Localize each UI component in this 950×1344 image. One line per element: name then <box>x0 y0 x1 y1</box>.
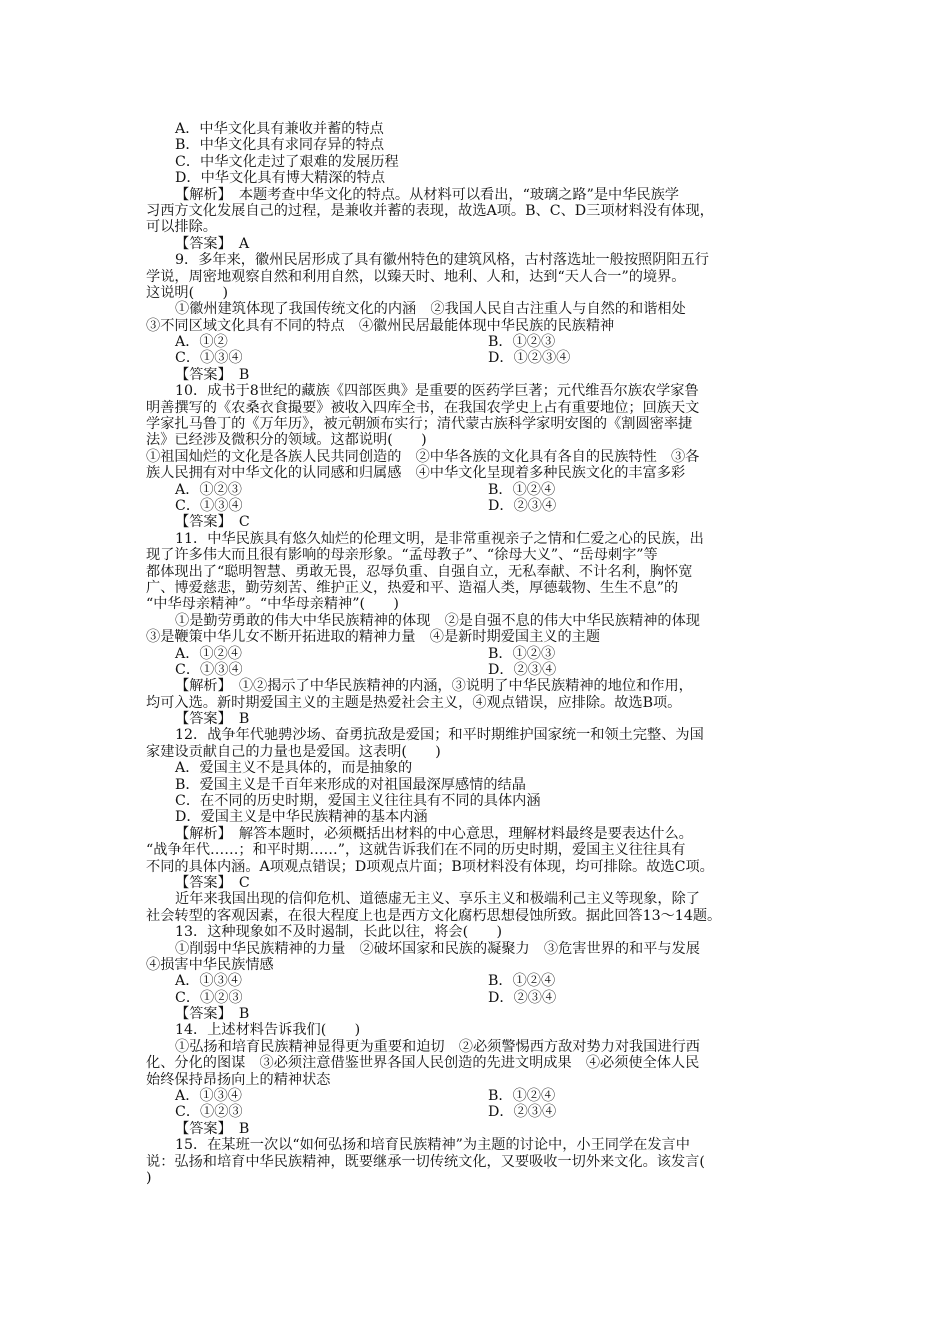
text-line: A．爱国主义不是具体的，而是抽象的 <box>175 760 413 777</box>
option-row <box>146 973 808 989</box>
text-line: 广、博爱慈悲，勤劳刻苦、维护正义，热爱和平、造福人类，厚德载物、生生不息”的 <box>146 579 679 596</box>
text-line: D．中华文化具有博大精深的特点 <box>175 170 386 187</box>
text-line: B．爱国主义是千百年来形成的对祖国最深厚感情的结晶 <box>175 776 526 793</box>
option-left: C．①②③ <box>175 989 243 1006</box>
text-line: 族人民拥有对中华文化的认同感和归属感 ④中华文化呈现着多种民族文化的丰富多彩 <box>146 465 686 482</box>
option-right: D．①②③④ <box>488 350 571 367</box>
text-line: 11．中华民族具有悠久灿烂的伦理文明，是非常重视亲子之情和仁爱之心的民族，出 <box>175 530 704 547</box>
text-line: ①是勤劳勇敢的伟大中华民族精神的体现 ②是自强不息的伟大中华民族精神的体现 <box>175 612 700 629</box>
text-line: B．中华文化具有求同存异的特点 <box>175 137 385 154</box>
text-line: 习西方文化发展自己的过程，是兼收并蓄的表现，故选A项。B、C、D三项材料没有体现， <box>146 202 714 219</box>
text-line: 社会转型的客观因素，在很大程度上也是西方文化腐朽思想侵蚀所致。据此回答13～14题。 <box>146 907 722 924</box>
text-line: 均可入选。新时期爱国主义的主题是热爱社会主义，④观点错误，应排除。故选B项。 <box>146 694 682 711</box>
text-line: 学家扎马鲁丁的《万年历》，被元朝颁布实行；清代蒙古族科学家明安图的《割圆密率捷 <box>146 416 693 433</box>
text-line: 9．多年来，徽州民居形成了具有徽州特色的建筑风格，古村落选址一般按照阴阳五行 <box>175 252 709 269</box>
text-line: 13．这种现象如不及时遏制，长此以往，将会( ) <box>175 924 503 941</box>
option-left: A．①③④ <box>175 1088 242 1105</box>
option-row <box>146 482 808 498</box>
option-row <box>146 334 808 350</box>
text-line: ①弘扬和培育民族精神显得更为重要和迫切 ②必须警惕西方敌对势力对我国进行西 <box>175 1038 700 1055</box>
text-line: ③是鞭策中华儿女不断开拓进取的精神力量 ④是新时期爱国主义的主题 <box>146 629 601 646</box>
text-line: 化、分化的图谋 ③必须注意借鉴世界各国人民创造的先进文明成果 ④必须使全体人民 <box>146 1055 700 1072</box>
option-left: A．①③④ <box>175 973 242 990</box>
text-line: 始终保持昂扬向上的精神状态 <box>146 1071 331 1088</box>
text-line: “战争年代……；和平时期……”，这就告诉我们在不同的历史时期，爱国主义往往具有 <box>146 842 686 859</box>
text-line: 15．在某班一次以“如何弘扬和培育民族精神”为主题的讨论中，小王同学在发言中 <box>175 1137 690 1154</box>
text-line: ) <box>146 1170 152 1186</box>
text-line: 【解析】 本题考查中华文化的特点。从材料可以看出，“玻璃之路”是中华民族学 <box>175 186 679 203</box>
text-line: D．爱国主义是中华民族精神的基本内涵 <box>175 809 428 826</box>
option-right: D．②③④ <box>488 1104 557 1121</box>
text-line: C．在不同的历史时期，爱国主义往往具有不同的具体内涵 <box>175 793 541 810</box>
text-line: A．中华文化具有兼收并蓄的特点 <box>175 121 384 137</box>
option-row <box>146 990 808 1006</box>
text-line: 【答案】 B <box>175 366 250 383</box>
text-line: 【解析】 解答本题时，必须概括出材料的中心意思，理解材料最终是要表达什么。 <box>175 825 693 842</box>
option-row <box>146 350 808 366</box>
text-line: 这说明( ) <box>146 284 229 301</box>
text-line: 明善撰写的《农桑衣食撮要》被收入四库全书，在我国农学史上占有重要地位；回族天文 <box>146 399 700 416</box>
text-line: 家建设贡献自己的力量也是爱国。这表明( ) <box>146 743 441 760</box>
text-line: 【答案】 C <box>175 514 250 531</box>
option-right: B．①②③ <box>488 645 556 662</box>
option-right: D．②③④ <box>488 989 557 1006</box>
option-left: A．①② <box>175 334 228 351</box>
option-right: D．②③④ <box>488 497 557 514</box>
text-line: 可以排除。 <box>146 219 217 236</box>
text-line: 不同的具体内涵。A项观点错误；D项观点片面；B项材料没有体现，均可排除。故选C项。 <box>146 858 714 875</box>
text-line: ①徽州建筑体现了我国传统文化的内涵 ②我国人民自古注重人与自然的和谐相处 <box>175 301 686 318</box>
option-right: B．①②③ <box>488 334 556 351</box>
text-line: 近年来我国出现的信仰危机、道德虚无主义、享乐主义和极端利己主义等现象，除了 <box>175 891 700 908</box>
text-line: C．中华文化走过了艰难的发展历程 <box>175 153 399 170</box>
option-row <box>146 498 808 514</box>
text-line: 【答案】 B <box>175 1006 250 1023</box>
option-row <box>146 646 808 662</box>
option-right: B．①②④ <box>488 481 556 498</box>
option-left: C．①③④ <box>175 661 243 678</box>
option-right: B．①②④ <box>488 1088 556 1105</box>
text-line: 【答案】 B <box>175 1120 250 1137</box>
text-line: 说：弘扬和培育中华民族精神，既要继承一切传统文化，又要吸收一切外来文化。该发言( <box>146 1153 705 1170</box>
text-line: ①削弱中华民族精神的力量 ②破坏国家和民族的凝聚力 ③危害世界的和平与发展 <box>175 940 700 957</box>
text-line: 10．成书于8世纪的藏族《四部医典》是重要的医药学巨著；元代维吾尔族农学家鲁 <box>175 383 699 400</box>
option-left: C．①③④ <box>175 497 243 514</box>
text-line: ④损害中华民族情感 <box>146 956 274 973</box>
option-left: A．①②③ <box>175 481 242 498</box>
option-left: A．①②④ <box>175 645 242 662</box>
text-line: 【答案】 B <box>175 711 250 728</box>
text-line: 14．上述材料告诉我们( ) <box>175 1022 361 1039</box>
text-line: ③不同区域文化具有不同的特点 ④徽州民居最能体现中华民族的民族精神 <box>146 317 615 334</box>
text-line: 【答案】 A <box>175 235 250 252</box>
text-line: 都体现出了“聪明智慧、勇敢无畏，忍辱负重、自强自立，无私奉献、不计名利，胸怀宽 <box>146 563 693 580</box>
option-row <box>146 1104 808 1120</box>
text-line: ①祖国灿烂的文化是各族人民共同创造的 ②中华各族的文化具有各自的民族特性 ③各 <box>146 448 700 465</box>
option-left: C．①②③ <box>175 1104 243 1121</box>
option-row <box>146 662 808 678</box>
text-line: 【解析】 ①②揭示了中华民族精神的内涵，③说明了中华民族精神的地位和作用， <box>175 678 693 695</box>
document-body <box>146 121 808 1186</box>
text-line: 现了许多伟大而且很有影响的母亲形象。“孟母教子”、“徐母大义”、“岳母刺字”等 <box>146 547 658 564</box>
text-line: 【答案】 C <box>175 874 250 891</box>
option-right: D．②③④ <box>488 661 557 678</box>
option-row <box>146 1088 808 1104</box>
option-left: C．①③④ <box>175 350 243 367</box>
text-line: “中华母亲精神”。“中华母亲精神”( ) <box>146 596 399 613</box>
text-line: 法》已经涉及微积分的领域。这都说明( ) <box>146 432 427 449</box>
option-right: B．①②④ <box>488 973 556 990</box>
text-line: 12．战争年代驰骋沙场、奋勇抗敌是爱国；和平时期维护国家统一和领土完整、为国 <box>175 727 704 744</box>
text-line: 学说，周密地观察自然和利用自然，以臻天时、地利、人和，达到“天人合一”的境界。 <box>146 268 686 285</box>
